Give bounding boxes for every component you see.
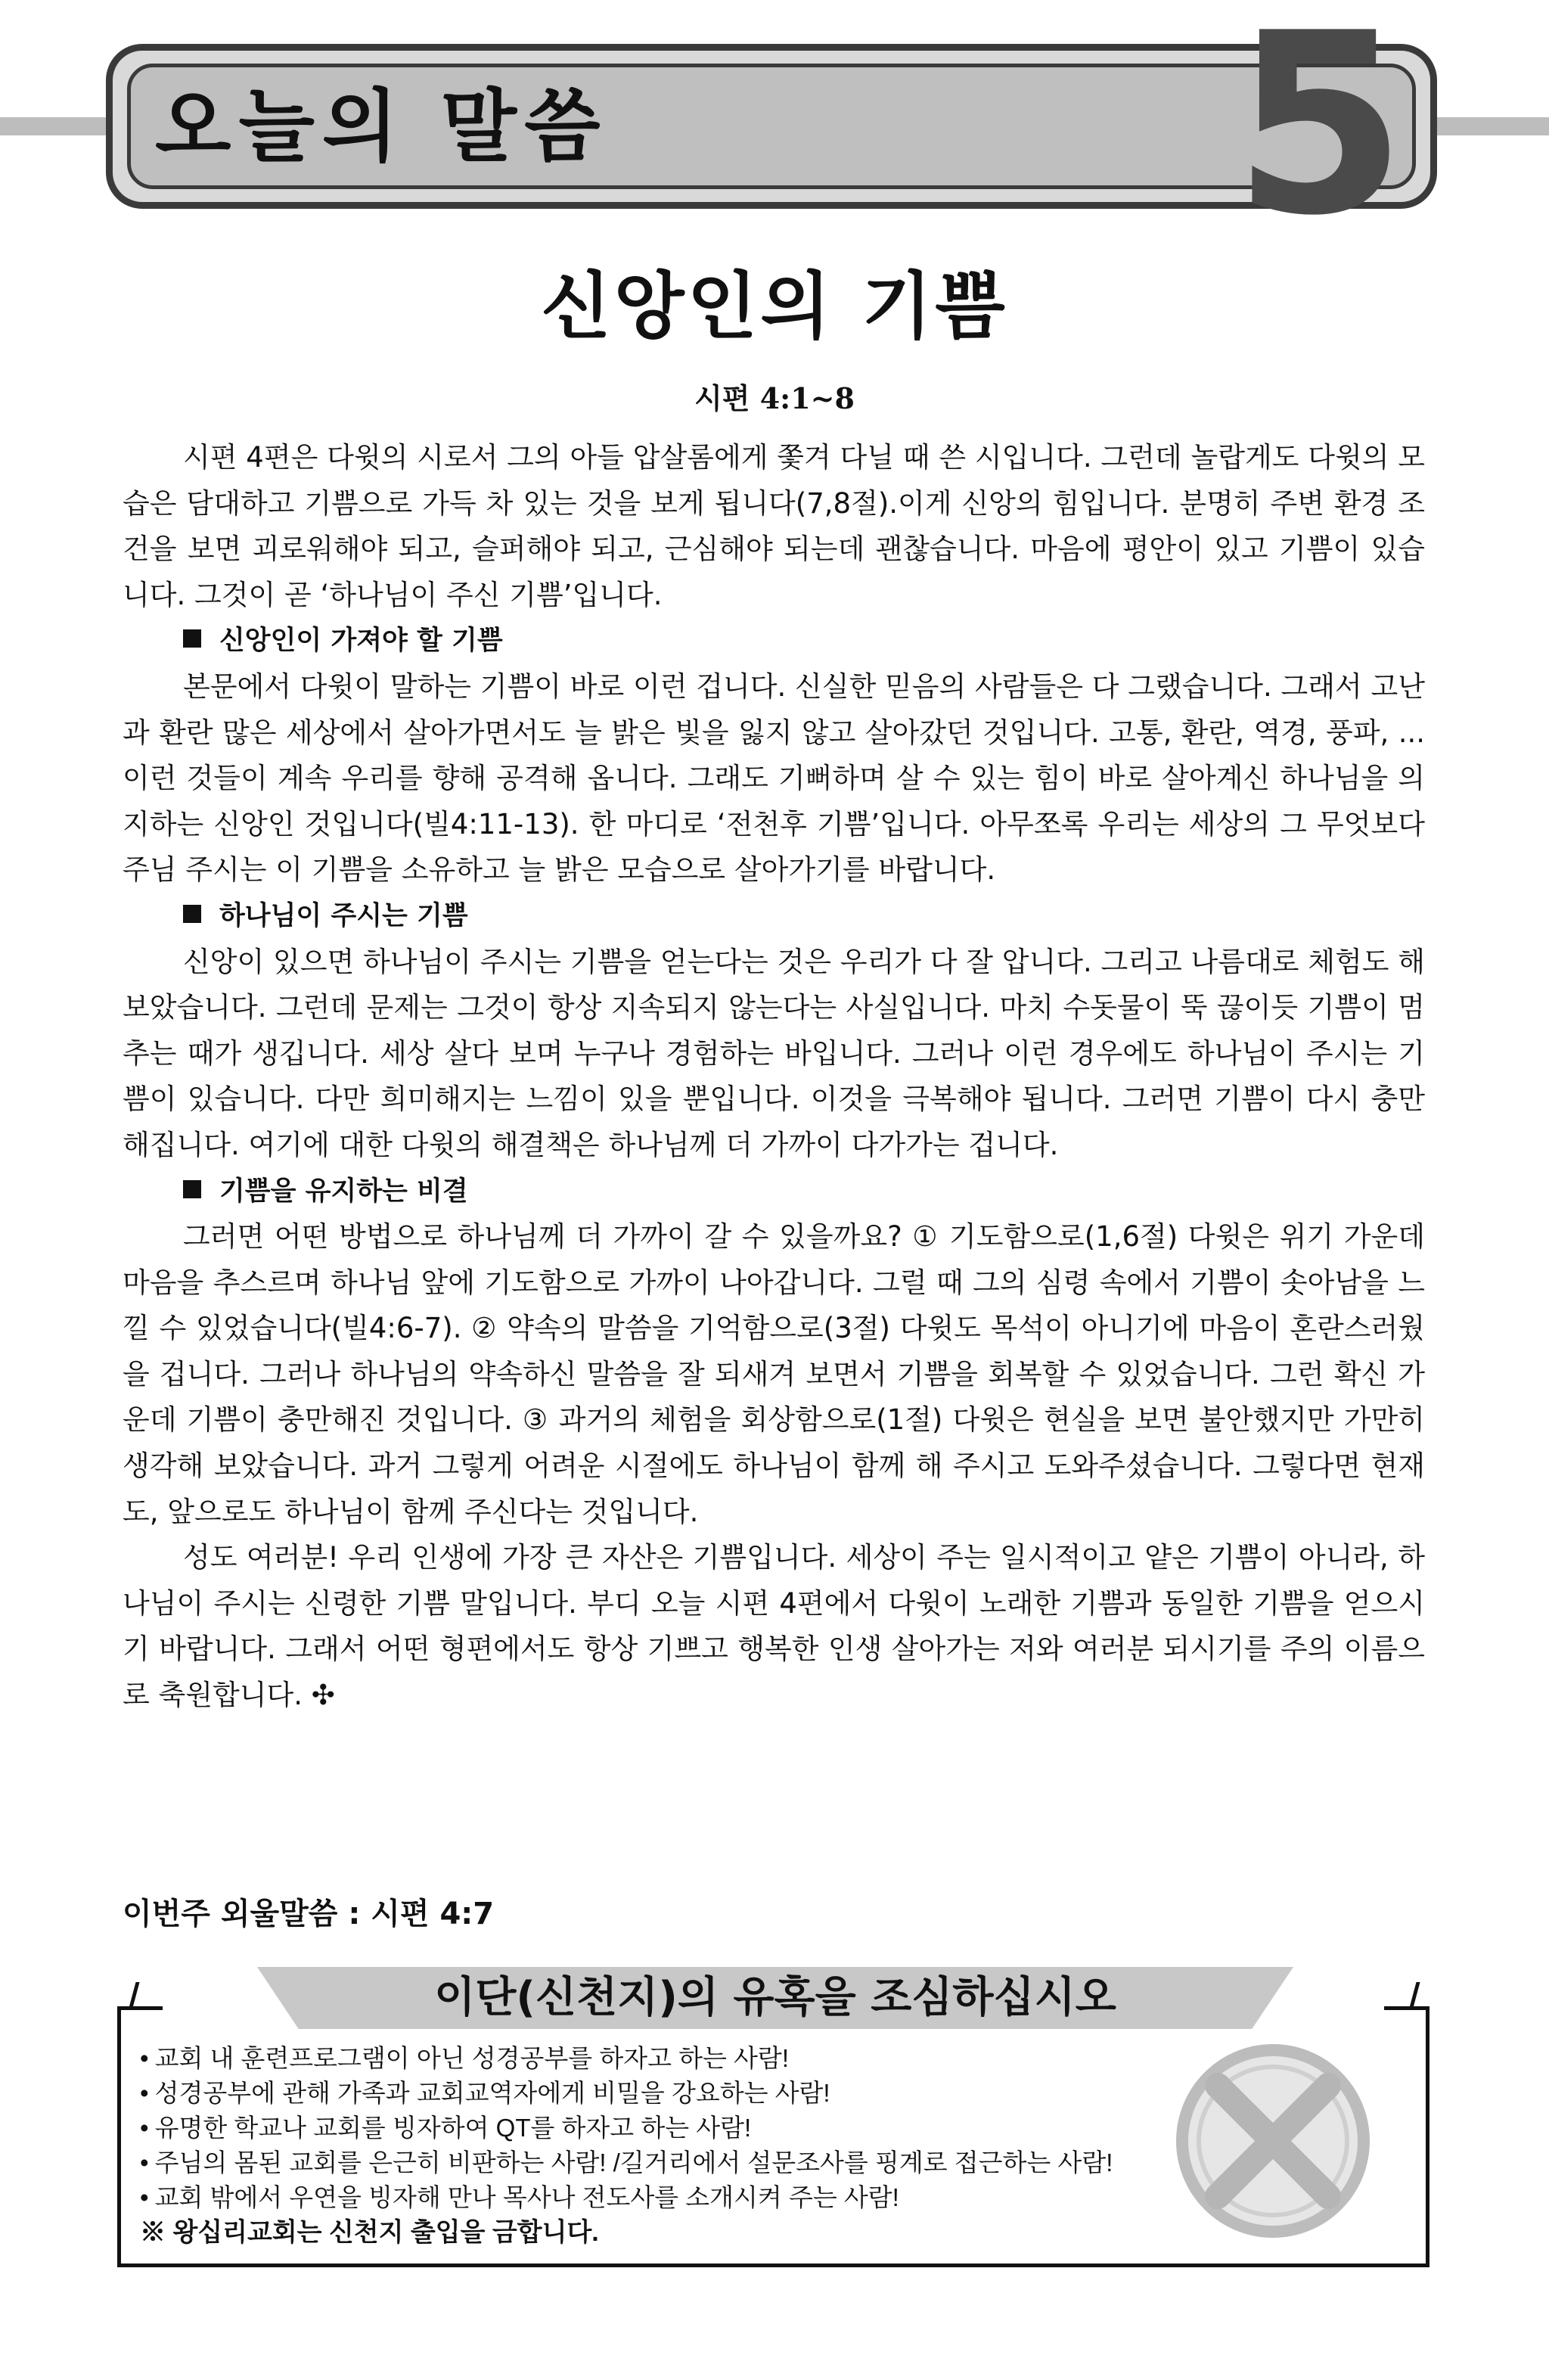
section-heading bbox=[123, 1169, 1425, 1215]
header-line-left bbox=[0, 117, 121, 135]
square-bullet-icon bbox=[183, 629, 201, 648]
warning-note: ※ 왕십리교회는 신천지 출입을 금합니다. bbox=[140, 2218, 599, 2247]
section-heading bbox=[123, 893, 1425, 940]
section-heading-text: 신앙인이 가져야 할 기쁨 bbox=[219, 626, 503, 657]
warning-item: • 주님의 몸된 교회를 은근히 비판하는 사람! /길거리에서 설문조사를 핑계로 접근하는 사람! bbox=[140, 2145, 1411, 2180]
square-bullet-icon bbox=[183, 905, 201, 923]
square-bullet-icon bbox=[183, 1180, 201, 1198]
warning-list bbox=[140, 2041, 1411, 2215]
header-title: 오늘의 말씀 bbox=[155, 80, 608, 172]
paragraph: 신앙이 있으면 하나님이 주시는 기쁨을 얻는다는 것은 우리가 다 잘 압니다. 그리고 나름대로 체험도 해 보았습니다. 그런데 문제는 그것이 항상 지속되지 않는다는 사실입니다. 마치 수돗물이 뚝 끊이듯 기쁨이 멈추는 때가 생깁니다. 세상 살다 보며 누구나 경험하는 바입니다. 그러나 이런 경우에도 하나님이 주시는 기쁨이 있습니다. 다만 희미해지는 느낌이 있을 뿐입니다. 이것을 극복해야 됩니다. 그러면 기쁨이 다시 충만해집니다. 여기에 대한 다윗의 해결책은 하나님께 더 가까이 다가가는 겁니다. bbox=[123, 945, 1425, 1161]
warning-box-tick-left bbox=[129, 1982, 139, 2008]
paragraph: 성도 여러분! 우리 인생에 가장 큰 자산은 기쁨입니다. 세상이 주는 일시적이고 얕은 기쁨이 아니라, 하나님이 주시는 신령한 기쁨 말입니다. 부디 오늘 시편 4편에서 다윗이 노래한 기쁨과 동일한 기쁨을 얻으시기 바랍니다. 그래서 어떤 형편에서도 항상 기쁘고 행복한 인생 살아가는 저와 여러분 되시기를 주의 이름으로 축원합니다. ✣ bbox=[123, 1541, 1425, 1712]
section-heading-text: 하나님이 주시는 기쁨 bbox=[219, 900, 468, 931]
sermon-title: 신앙인의 기쁨 bbox=[541, 264, 1008, 349]
section-heading bbox=[123, 618, 1425, 664]
paragraph: 시편 4편은 다윗의 시로서 그의 아들 압살롬에게 쫓겨 다닐 때 쓴 시입니다. 그런데 놀랍게도 다윗의 모습은 담대하고 기쁨으로 가득 차 있는 것을 보게 됩니다(7,8절).이게 신앙의 힘입니다. 분명히 주변 환경 조건을 보면 괴로워해야 되고, 슬퍼해야 되고, 근심해야 되는데 괜찮습니다. 마음에 평안이 있고 기쁨이 있습니다. 그것이 곧 ‘하나님이 주신 기쁨’입니다. bbox=[123, 441, 1425, 611]
warning-item: • 교회 내 훈련프로그램이 아닌 성경공부를 하자고 하는 사람! bbox=[140, 2041, 1411, 2076]
memory-verse: 이번주 외울말씀 : 시편 4:7 bbox=[123, 1897, 495, 1931]
paragraph: 그러면 어떤 방법으로 하나님께 더 가까이 갈 수 있을까요? ① 기도함으로(1,6절) 다윗은 위기 가운데 마음을 추스르며 하나님 앞에 기도함으로 가까이 나아갑니다. 그럴 때 그의 심령 속에서 기쁨이 솟아남을 느낄 수 있었습니다(빌4:6-7). ② 약속의 말씀을 기억함으로(3절) 다윗도 목석이 아니기에 마음이 혼란스러웠을 겁니다. 그러나 하나님의 약속하신 말씀을 잘 되새겨 보면서 기쁨을 회복할 수 있었습니다. 그런 확신 가운데 기쁨이 충만해진 것입니다. ③ 과거의 체험을 회상함으로(1절) 다윗은 현실을 보면 불안했지만 가만히 생각해 보았습니다. 과거 그렇게 어려운 시절에도 하나님이 함께 해 주시고 도와주셨습니다. 그렇다면 현재도, 앞으로도 하나님이 함께 주신다는 것입니다. bbox=[123, 1220, 1425, 1528]
warning-item: • 성경공부에 관해 가족과 교회교역자에게 비밀을 강요하는 사람! bbox=[140, 2076, 1411, 2111]
warning-item: • 교회 밖에서 우연을 빙자해 만나 목사나 전도사를 소개시켜 주는 사람! bbox=[140, 2180, 1411, 2215]
warning-item: • 유명한 학교나 교회를 빙자하여 QT를 하자고 하는 사람! bbox=[140, 2111, 1411, 2145]
sermon-body bbox=[123, 435, 1425, 1719]
section-heading-text: 기쁨을 유지하는 비결 bbox=[219, 1176, 468, 1207]
scripture-reference: 시편 4:1~8 bbox=[694, 381, 855, 415]
warning-box-tick-right bbox=[1409, 1982, 1420, 2008]
paragraph: 본문에서 다윗이 말하는 기쁨이 바로 이런 겁니다. 신실한 믿음의 사람들은 다 그랬습니다. 그래서 고난과 환란 많은 세상에서 살아가면서도 늘 밝은 빛을 잃지 않고 살아갔던 것입니다. 고통, 환란, 역경, 풍파, ... 이런 것들이 계속 우리를 향해 공격해 옵니다. 그래도 기뻐하며 살 수 있는 힘이 바로 살아계신 하나님을 의지하는 신앙인 것입니다(빌4:11-13). 한 마디로 ‘전천후 기쁨’입니다. 아무쪼록 우리는 세상의 그 무엇보다 주님 주시는 이 기쁨을 소유하고 늘 밝은 모습으로 살아가기를 바랍니다. bbox=[123, 670, 1425, 887]
warning-title: 이단(신천지)의 유혹을 조심하십시오 bbox=[434, 1973, 1116, 2022]
warning-box-top-left bbox=[117, 2006, 163, 2010]
warning-box-top-right bbox=[1384, 2006, 1429, 2010]
section-number: 5 bbox=[1233, 0, 1407, 270]
